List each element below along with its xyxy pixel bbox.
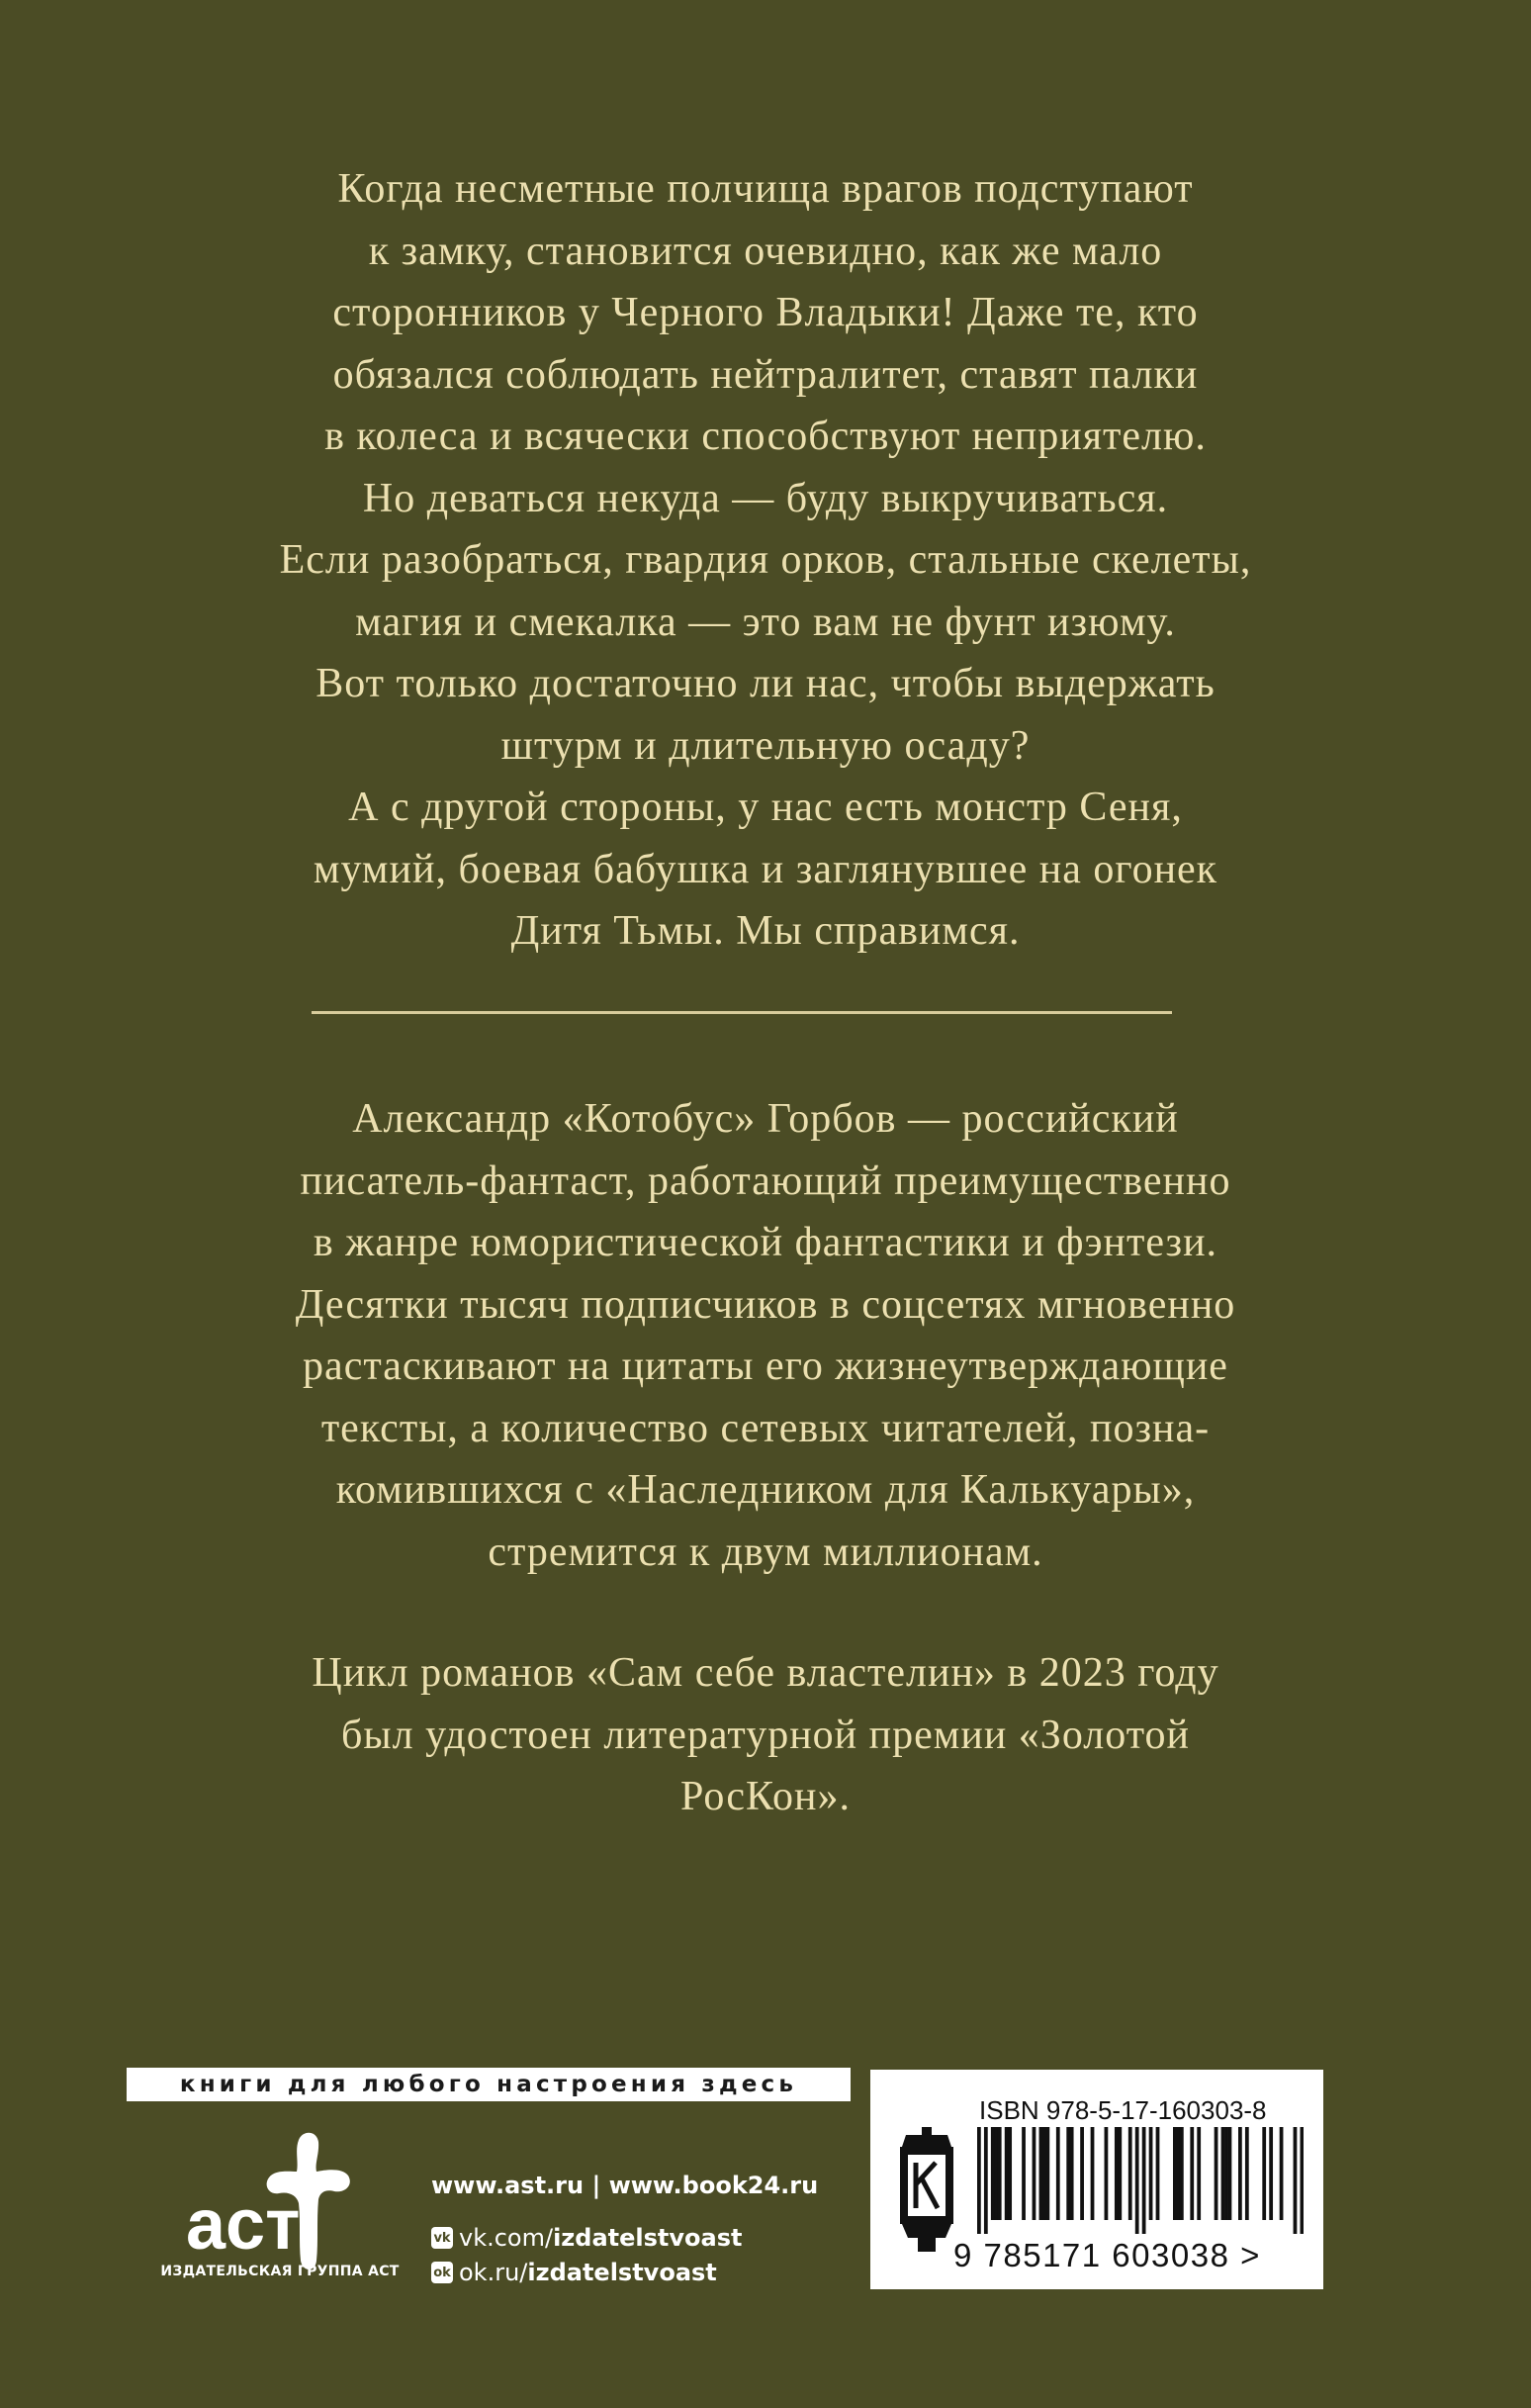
barcode-bar xyxy=(1022,2127,1026,2220)
ok-link[interactable] xyxy=(431,2259,717,2286)
barcode xyxy=(977,2127,1304,2234)
vk-prefix: vk.com/ xyxy=(459,2224,554,2252)
blurb-line: штурм и длительную осаду? xyxy=(500,722,1031,769)
barcode-bar xyxy=(1149,2127,1153,2220)
blurb-line: к замку, становится очевидно, как же мало xyxy=(368,228,1163,274)
bio-line: растаскивают на цитаты его жизнеутверждающие xyxy=(303,1343,1228,1389)
ean-digits: 9 785171 603038 > xyxy=(953,2237,1261,2273)
bio-line: в жанре юмористической фантастики и фэнтези. xyxy=(313,1220,1218,1265)
section-divider xyxy=(312,1011,1172,1014)
barcode-bar xyxy=(1005,2127,1009,2220)
isbn-number: ISBN 978-5-17-160303-8 xyxy=(979,2095,1267,2125)
blurb-line: обязался соблюдать нейтралитет, ставят палки xyxy=(332,351,1199,398)
barcode-bar xyxy=(1156,2127,1160,2220)
blurb-line: мумий, боевая бабушка и заглянувшее на огонек xyxy=(313,846,1218,892)
barcode-bar xyxy=(1008,2127,1012,2220)
lantern-icon xyxy=(894,2127,959,2252)
barcode-bar xyxy=(1056,2127,1060,2220)
barcode-bar xyxy=(984,2127,988,2234)
barcode-bar xyxy=(1070,2127,1074,2220)
logo-caption: ИЗДАТЕЛЬСКАЯ ГРУППА АСТ xyxy=(160,2264,400,2279)
bio-line: стремится к двум миллионам. xyxy=(488,1528,1043,1575)
bio-line: писатель-фантаст, работающий преимущественно xyxy=(300,1158,1231,1204)
website-links[interactable]: www.ast.ru | www.book24.ru xyxy=(431,2172,819,2199)
barcode-bar xyxy=(1262,2127,1266,2220)
barcode-bar xyxy=(1091,2127,1095,2220)
barcode-bar xyxy=(1105,2127,1109,2220)
blurb-line: Когда несметные полчища врагов подступают xyxy=(337,166,1194,212)
barcode-bar xyxy=(1173,2127,1177,2220)
barcode-bar xyxy=(1245,2127,1249,2220)
award-note xyxy=(0,1642,1531,1828)
barcode-bar xyxy=(1190,2127,1194,2220)
barcode-bar xyxy=(1042,2127,1046,2220)
vk-icon: vk xyxy=(431,2227,453,2249)
barcode-bar xyxy=(1115,2127,1119,2220)
barcode-bar xyxy=(1224,2127,1228,2220)
barcode-bar xyxy=(1280,2127,1284,2220)
vk-handle: izdatelstvoast xyxy=(553,2224,743,2252)
ok-handle: izdatelstvoast xyxy=(527,2259,717,2286)
barcode-bar xyxy=(1228,2127,1232,2220)
bio-line: Десятки тысяч подписчиков в соцсетях мгновенно xyxy=(295,1281,1236,1328)
award-line: Цикл романов «Сам себе властелин» в 2023 году xyxy=(312,1650,1219,1696)
barcode-bar xyxy=(1180,2127,1184,2220)
vk-link[interactable] xyxy=(431,2224,742,2252)
award-paragraph xyxy=(0,1642,1531,1828)
blurb-line: магия и смекалка — это вам не фунт изюму. xyxy=(355,599,1176,645)
bio-line: тексты, а количество сетевых читателей, позна- xyxy=(320,1405,1211,1451)
blurb-line: сторонников у Черного Владыки! Даже те, кто xyxy=(332,290,1199,335)
barcode-bar xyxy=(1176,2127,1180,2220)
barcode-bar xyxy=(994,2127,998,2220)
award-line: РосКон». xyxy=(680,1774,851,1819)
barcode-bar xyxy=(1238,2127,1242,2220)
barcode-bar xyxy=(1215,2127,1218,2220)
ok-prefix: ok.ru/ xyxy=(459,2259,528,2286)
bio-paragraph xyxy=(0,1088,1531,1583)
barcode-bar xyxy=(1197,2127,1201,2220)
publisher-tagline: книги для любого настроения здесь xyxy=(127,2068,851,2101)
barcode-bar xyxy=(991,2127,995,2220)
blurb-line: Вот только достаточно ли нас, чтобы выдержать xyxy=(315,661,1216,706)
barcode-bar xyxy=(1128,2127,1132,2220)
blurb-text xyxy=(0,158,1531,963)
barcode-bar xyxy=(1033,2127,1036,2220)
blurb-line: А с другой стороны, у нас есть монстр Сеня, xyxy=(348,785,1183,830)
blurb-line: в колеса и всячески способствуют неприятелю. xyxy=(324,414,1207,459)
award-line: был удостоен литературной премии «Золотой xyxy=(341,1712,1190,1758)
barcode-bar xyxy=(1039,2127,1043,2220)
barcode-bar xyxy=(1135,2127,1139,2234)
blurb-paragraph xyxy=(0,158,1531,963)
ok-icon: ok xyxy=(431,2262,453,2283)
blurb-line: Но деваться некуда — буду выкручиваться. xyxy=(362,475,1169,521)
barcode-bar xyxy=(1118,2127,1122,2220)
barcode-bar xyxy=(977,2127,981,2234)
barcode-bar xyxy=(1221,2127,1225,2220)
barcode-bar xyxy=(1301,2127,1304,2234)
barcode-bar xyxy=(1080,2127,1084,2220)
ast-logo-text: аст xyxy=(186,2185,301,2265)
barcode-bar xyxy=(1294,2127,1298,2234)
barcode-bar xyxy=(1269,2127,1273,2220)
barcode-bar xyxy=(1045,2127,1049,2220)
blurb-line: Если разобраться, гвардия орков, стальные скелеты, xyxy=(279,537,1252,583)
bio-line: комившихся с «Наследником для Калькуары», xyxy=(335,1467,1196,1513)
blurb-line: Дитя Тьмы. Мы справимся. xyxy=(510,908,1021,954)
barcode-bar xyxy=(1142,2127,1146,2234)
bio-line: Александр «Котобус» Горбов — российский xyxy=(352,1096,1179,1142)
author-bio xyxy=(0,1088,1531,1583)
barcode-bar xyxy=(1066,2127,1070,2220)
barcode-bar xyxy=(998,2127,1002,2220)
